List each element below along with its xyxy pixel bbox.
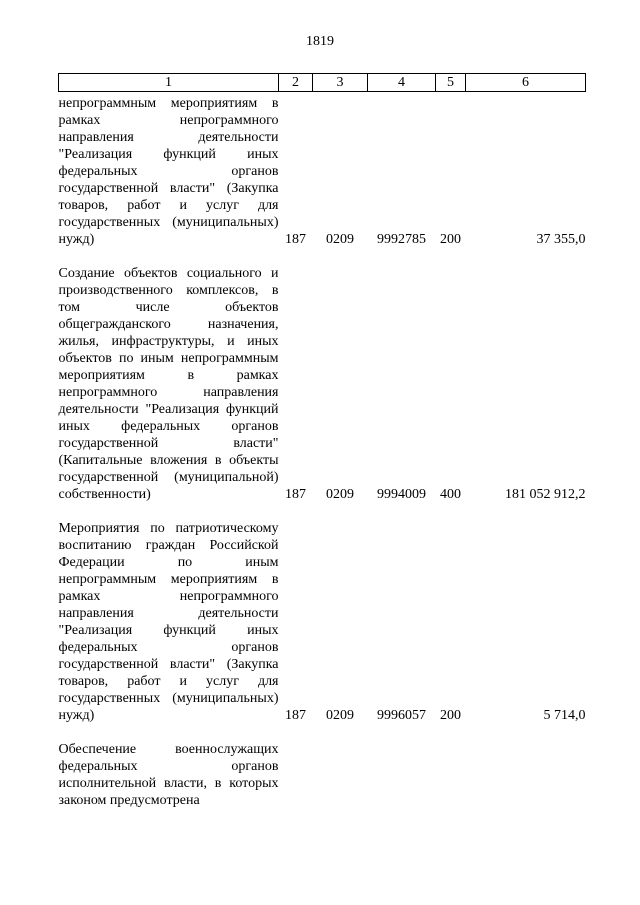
- row-col-5: 400: [440, 487, 461, 502]
- row-col-4: 9994009: [377, 487, 426, 502]
- table-header: [59, 74, 586, 92]
- row-spacer: [59, 724, 586, 741]
- header-col-6: 6: [466, 74, 586, 92]
- row-col-3: 0209: [326, 487, 354, 502]
- header-row: [59, 74, 586, 92]
- row-amount: 37 355,0: [536, 232, 586, 247]
- row-description: Создание объектов социального и производственного комплексов, в том числе объектов общегражданского назначения, жилья, инфраструктуры, и иных объектов по иным непрограммным мероприятиям в рамках непрограммного направления деятельности "Реализация функций иных федеральных органов государственной власти" (Капитальные вложения в объекты государственной (муниципальной) собственности): [58, 266, 279, 502]
- header-col-3: 3: [313, 74, 368, 92]
- row-col-3: 0209: [326, 708, 354, 723]
- row-description: Мероприятия по патриотическому воспитанию граждан Российской Федерации по иным непрограммным мероприятиям в рамках непрограммного направления деятельности "Реализация функций иных федеральных органов государственной власти" (Закупка товаров, работ и услуг для государственных (муниципальных) нужд): [58, 521, 279, 723]
- row-col-2: [279, 741, 313, 809]
- table-row: [59, 741, 586, 809]
- header-col-5: 5: [436, 74, 466, 92]
- table-row: [59, 520, 586, 724]
- table-row: [59, 265, 586, 503]
- budget-table: [58, 73, 586, 809]
- page-number: 1819: [306, 34, 334, 49]
- row-col-4: [368, 741, 436, 809]
- row-col-5: [436, 741, 466, 809]
- row-amount: [466, 741, 586, 809]
- row-col-2: 187: [285, 232, 306, 247]
- row-amount: 5 714,0: [543, 708, 586, 723]
- row-col-5: 200: [440, 232, 461, 247]
- row-col-4: 9996057: [377, 708, 426, 723]
- row-col-4: 9992785: [377, 232, 426, 247]
- row-description: непрограммным мероприятиям в рамках непрограммного направления деятельности "Реализация функций иных федеральных органов государственной власти" (Закупка товаров, работ и услуг для государственных (муниципальных) нужд): [58, 96, 279, 247]
- row-col-3: 0209: [326, 232, 354, 247]
- row-col-3: [313, 741, 368, 809]
- row-spacer: [59, 503, 586, 520]
- table-body: [59, 92, 586, 810]
- row-col-2: 187: [285, 708, 306, 723]
- row-amount: 181 052 912,2: [505, 487, 586, 502]
- header-col-4: 4: [368, 74, 436, 92]
- header-col-2: 2: [279, 74, 313, 92]
- row-spacer: [59, 248, 586, 265]
- row-description: Обеспечение военнослужащих федеральных органов исполнительной власти, в которых законом предусмотрена: [58, 742, 279, 808]
- row-col-5: 200: [440, 708, 461, 723]
- row-col-2: 187: [285, 487, 306, 502]
- header-col-1: 1: [59, 74, 279, 92]
- table-row: [59, 92, 586, 249]
